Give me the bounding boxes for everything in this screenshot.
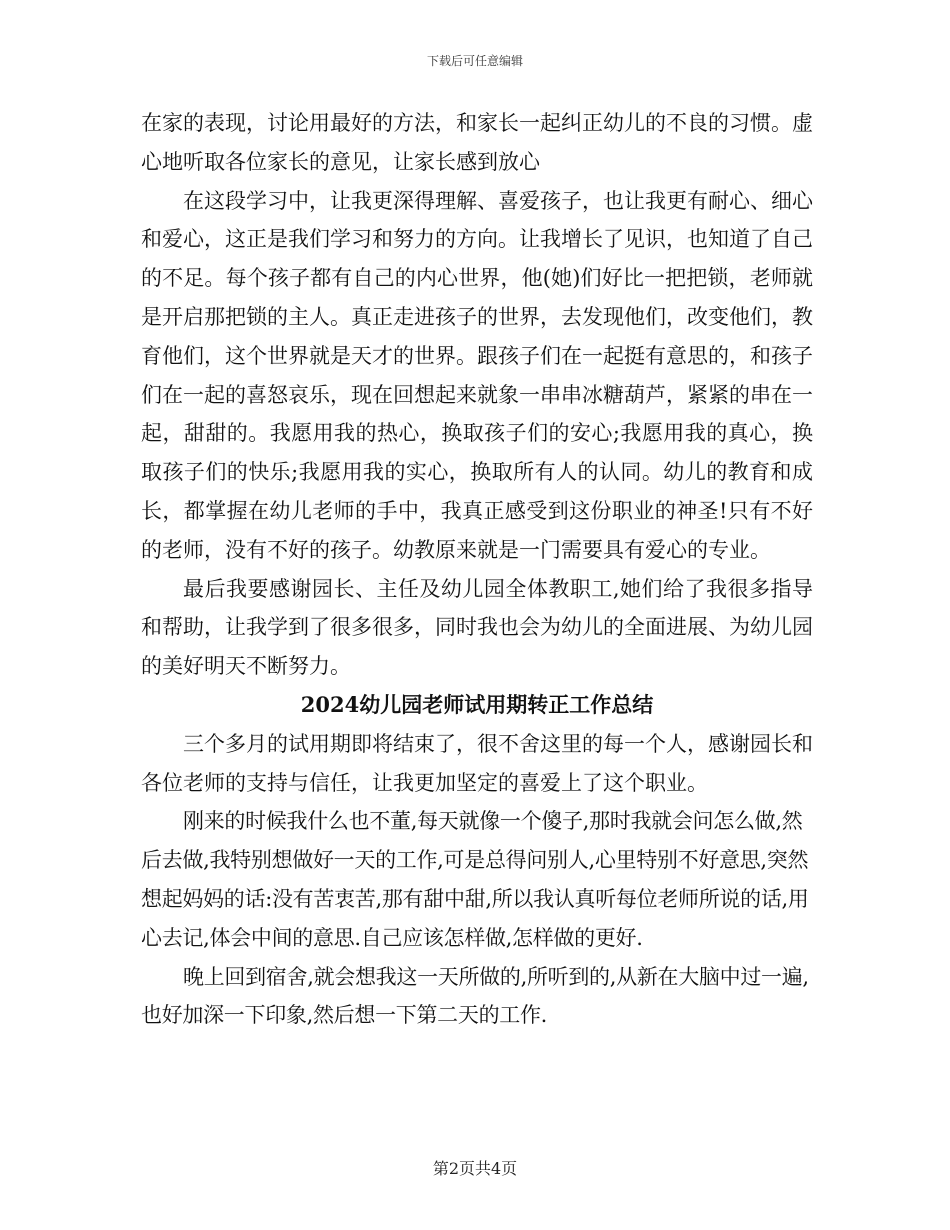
paragraph-beginning: 刚来的时候我什么也不董,每天就像一个傻子,那时我就会问怎么做,然后去做,我特别想做好一天的工作,可是总得问别人,心里特别不好意思,突然想起妈妈的话:没有苦衷苦,那有甜中甜,所以我认真听每位老师所说的话,用心去记,体会中间的意思.自己应该怎样做,怎样做的更好. bbox=[141, 809, 809, 950]
document-body bbox=[141, 104, 813, 1035]
page-header: 下载后可任意编辑 bbox=[426, 54, 523, 68]
paragraph-reflection: 在这段学习中，让我更深得理解、喜爱孩子，也让我更有耐心、细心和爱心，这正是我们学习和努力的方向。让我增长了见识，也知道了自己的不足。每个孩子都有自己的内心世界，他(她)们好比一把把锁，老师就是开启那把锁的主人。真正走进孩子的世界，去发现他们，改变他们，教育他们，这个世界就是天才的世界。跟孩子们在一起挺有意思的，和孩子们在一起的喜怒哀乐，现在回想起来就象一串串冰糖葫芦，紧紧的串在一起，甜甜的。我愿用我的热心，换取孩子们的安心;我愿用我的真心，换取孩子们的快乐;我愿用我的实心，换取所有人的认同。幼儿的教育和成长，都掌握在幼儿老师的手中，我真正感受到这份职业的神圣!只有不好的老师，没有不好的孩子。幼教原来就是一门需要具有爱心的专业。 bbox=[141, 188, 813, 562]
page-footer: 第2页共4页 bbox=[432, 1159, 518, 1178]
paragraph-continuation: 在家的表现，讨论用最好的方法，和家长一起纠正幼儿的不良的习惯。虚心地听取各位家长的意见，让家长感到放心 bbox=[141, 111, 813, 174]
paragraph-intro: 三个多月的试用期即将结束了，很不舍这里的每一个人，感谢园长和各位老师的支持与信任，让我更加坚定的喜爱上了这个职业。 bbox=[141, 731, 813, 795]
paragraph-thanks: 最后我要感谢园长、主任及幼儿园全体教职工,她们给了我很多指导和帮助，让我学到了很多很多，同时我也会为幼儿的全面进展、为幼儿园的美好明天不断努力。 bbox=[141, 576, 813, 679]
paragraph-evening: 晚上回到宿舍,就会想我这一天所做的,所听到的,从新在大脑中过一遍,也好加深一下印象,然后想一下第二天的工作. bbox=[141, 964, 809, 1028]
section-title: 2024幼儿园老师试用期转正工作总结 bbox=[300, 691, 654, 717]
